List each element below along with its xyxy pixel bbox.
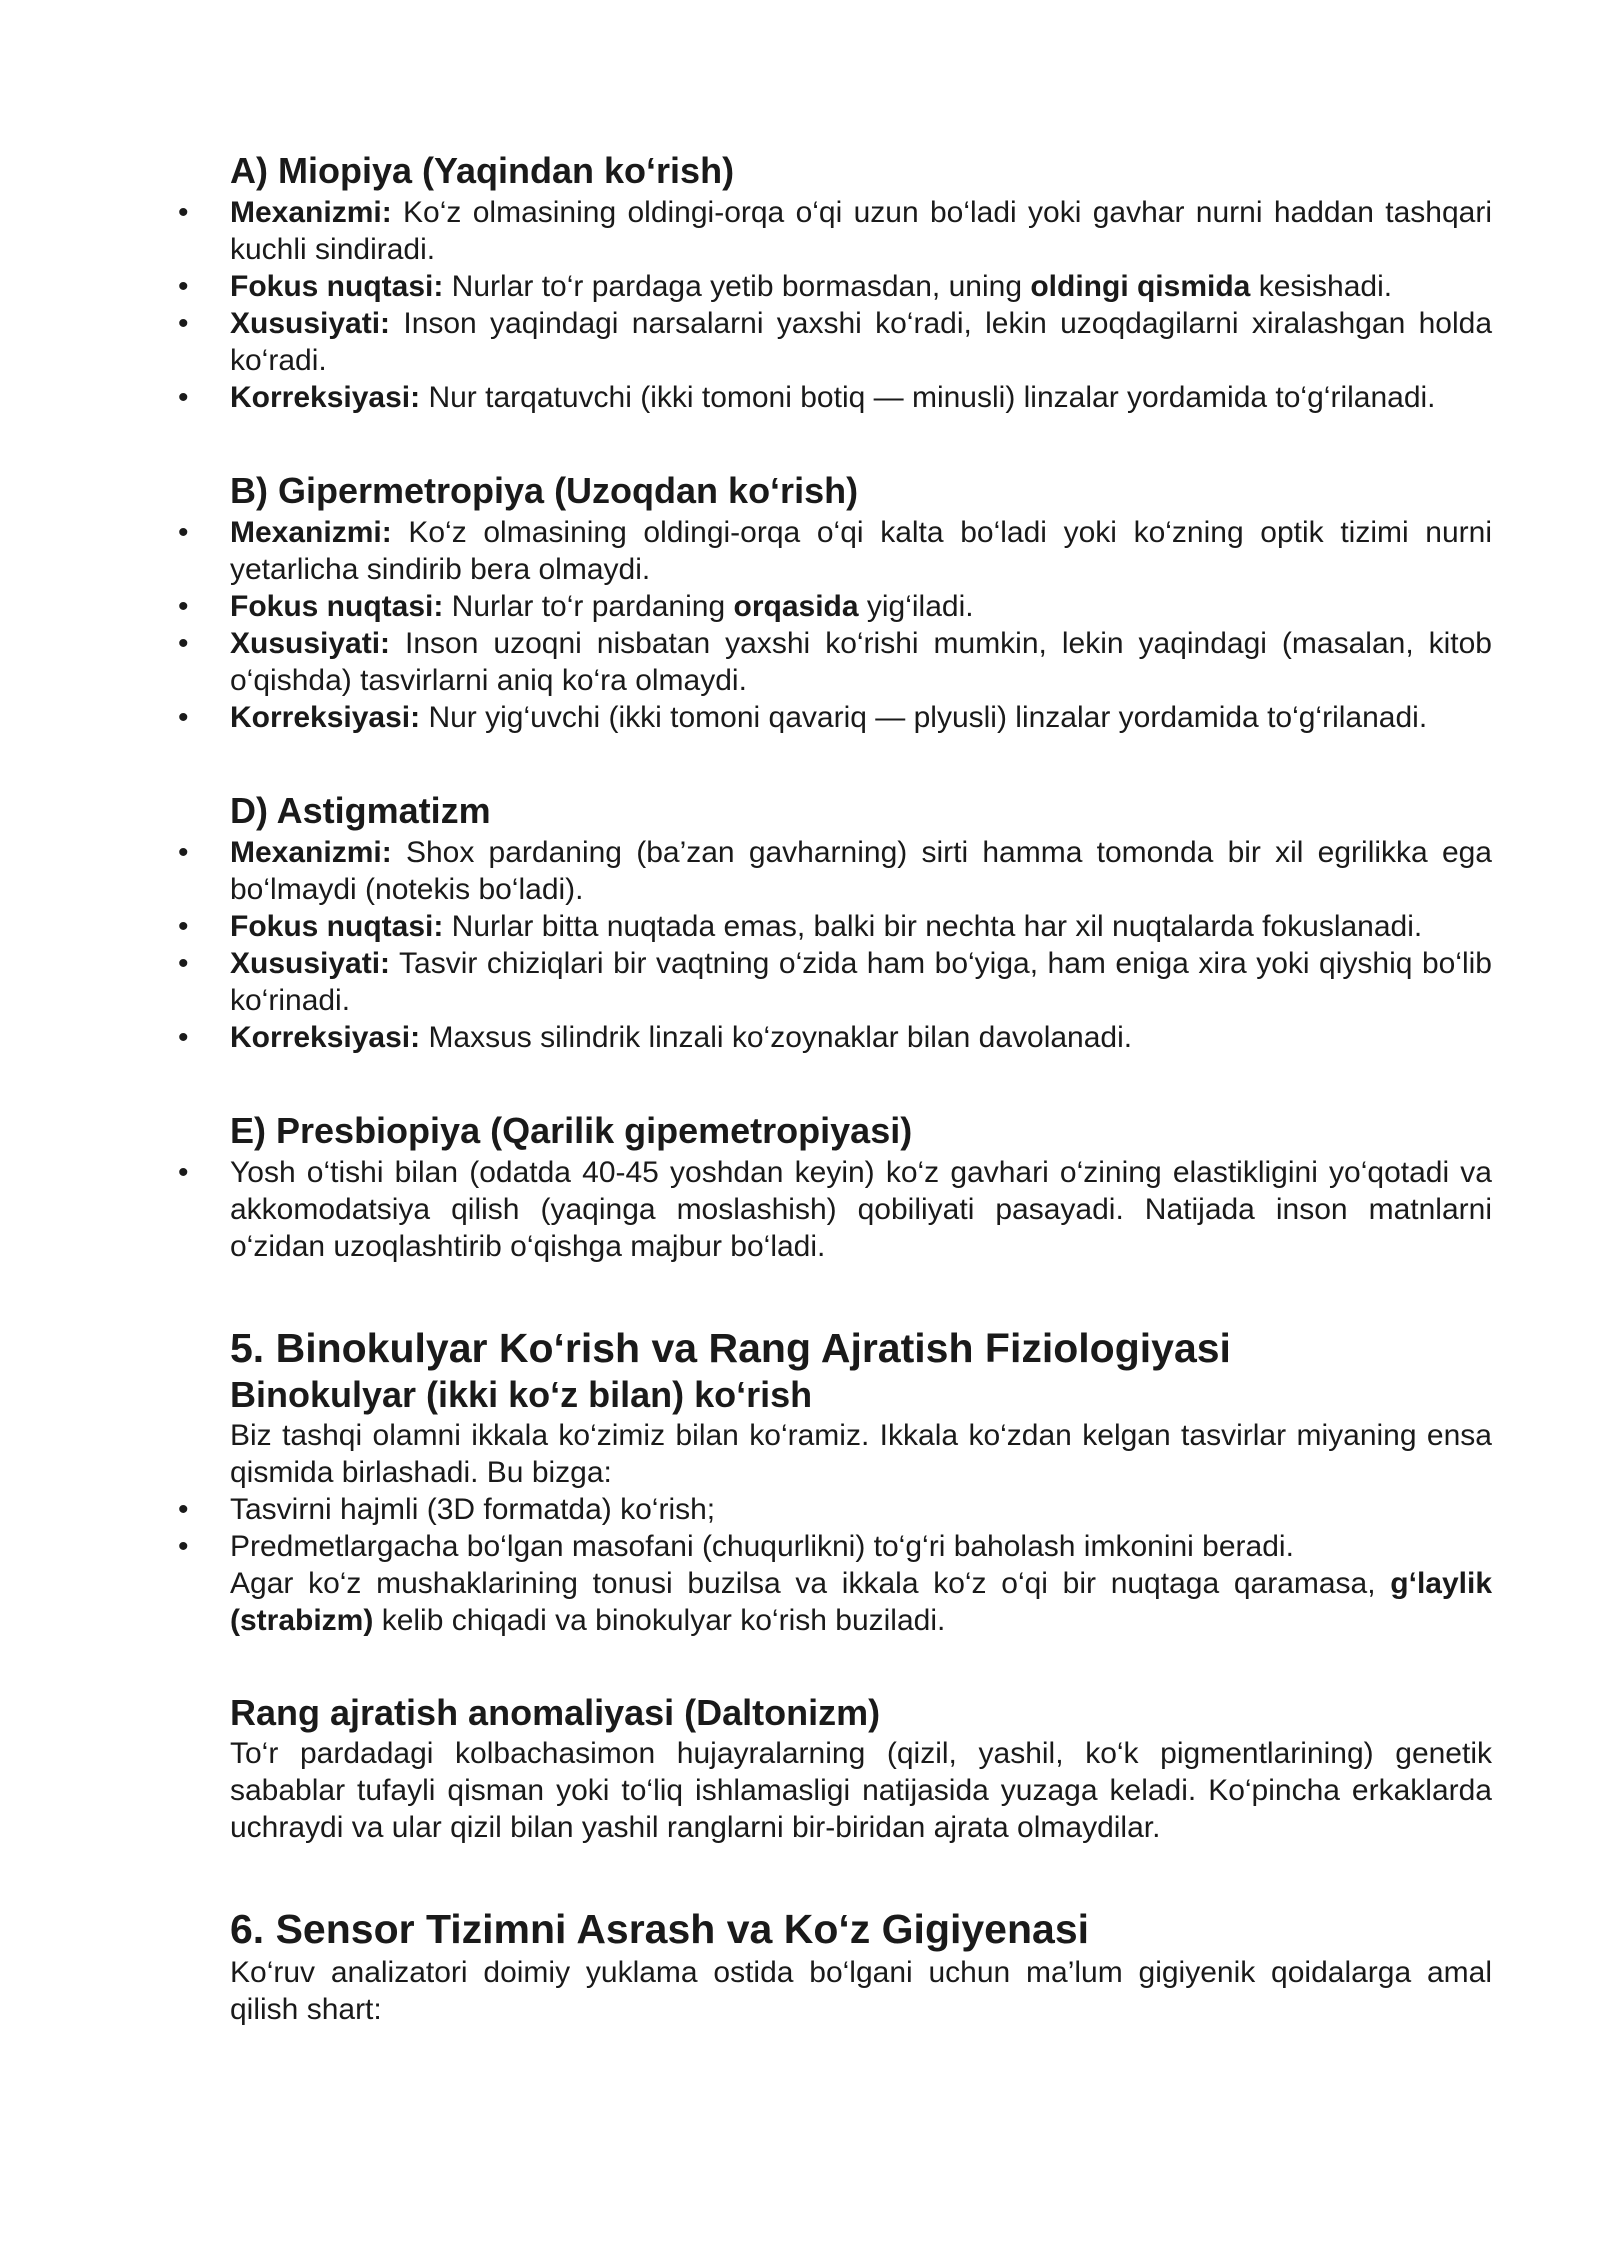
list-presbiopiya	[230, 1154, 1492, 1265]
list-item: • Korreksiyasi: Maxsus silindrik linzali ko‘zoynaklar bilan davolanadi.	[230, 1019, 1492, 1056]
list-item: • Korreksiyasi: Nur tarqatuvchi (ikki tomoni botiq — minusli) linzalar yordamida to‘g‘rilanadi.	[230, 379, 1492, 416]
list-item: • Korreksiyasi: Nur yig‘uvchi (ikki tomoni qavariq — plyusli) linzalar yordamida to‘g‘rilanadi.	[230, 699, 1492, 736]
paragraph-daltonizm: To‘r pardadagi kolbachasimon hujayralarning (qizil, yashil, ko‘k pigmentlarining) genetik sabablar tufayli qisman yoki to‘liq ishlamasligi natijasida yuzaga keladi. Ko‘pincha erkaklarda uchraydi va ular qizil bilan yashil ranglarni bir-biridan ajrata olmaydilar.	[230, 1737, 1492, 1844]
list-gipermetropiya	[230, 514, 1492, 736]
list-item: • Mexanizmi: Ko‘z olmasining oldingi-orqa o‘qi kalta bo‘ladi yoki ko‘zning optik tizimi nurni yetarlicha sindirib bera olmaydi.	[230, 514, 1492, 588]
list-item: • Xususiyati: Inson uzoqni nisbatan yaxshi ko‘rishi mumkin, lekin yaqindagi (masalan, kitob o‘qishda) tasvirlarni aniq ko‘ra olmaydi.	[230, 625, 1492, 699]
heading-miopiya: A) Miopiya (Yaqindan ko‘rish)	[230, 150, 735, 191]
heading-gipermetropiya: B) Gipermetropiya (Uzoqdan ko‘rish)	[230, 470, 859, 511]
list-item: • Xususiyati: Inson yaqindagi narsalarni yaxshi ko‘radi, lekin uzoqdagilarni xiralashgan holda ko‘radi.	[230, 305, 1492, 379]
list-astigmatizm	[230, 834, 1492, 1056]
heading-presbiopiya: E) Presbiopiya (Qarilik gipemetropiyasi)	[230, 1110, 913, 1151]
paragraph-strabizm: Agar ko‘z mushaklarining tonusi buzilsa va ikkala ko‘z o‘qi bir nuqtaga qaramasa, g‘laylik (strabizm) kelib chiqadi va binokulyar ko‘rish buziladi.	[230, 1567, 1492, 1637]
list-binokulyar	[230, 1491, 1492, 1565]
list-item: • Predmetlargacha bo‘lgan masofani (chuqurlikni) to‘g‘ri baholash imkonini beradi.	[230, 1528, 1492, 1565]
list-item: • Fokus nuqtasi: Nurlar to‘r pardaga yetib bormasdan, uning oldingi qismida kesishadi.	[230, 268, 1492, 305]
heading-section-5: 5. Binokulyar Ko‘rish va Rang Ajratish Fiziologiyasi	[230, 1325, 1231, 1371]
list-item: • Fokus nuqtasi: Nurlar bitta nuqtada emas, balki bir nechta har xil nuqtalarda fokuslanadi.	[230, 908, 1492, 945]
paragraph-binokulyar-intro: Biz tashqi olamni ikkala ko‘zimiz bilan ko‘ramiz. Ikkala ko‘zdan kelgan tasvirlar miyaning ensa qismida birlashadi. Bu bizga:	[230, 1419, 1492, 1489]
heading-astigmatizm: D) Astigmatizm	[230, 790, 491, 831]
subheading-binokulyar: Binokulyar (ikki ko‘z bilan) ko‘rish	[230, 1374, 813, 1415]
list-item: • Fokus nuqtasi: Nurlar to‘r pardaning orqasida yig‘iladi.	[230, 588, 1492, 625]
paragraph-gigiyena-intro: Ko‘ruv analizatori doimiy yuklama ostida bo‘lgani uchun ma’lum gigiyenik qoidalarga amal qilish shart:	[230, 1956, 1492, 2026]
list-item: • Mexanizmi: Ko‘z olmasining oldingi-orqa o‘qi uzun bo‘ladi yoki gavhar nurni haddan tashqari kuchli sindiradi.	[230, 194, 1492, 268]
list-item: • Tasvirni hajmli (3D formatda) ko‘rish;	[230, 1491, 1492, 1528]
document-content	[230, 148, 1492, 2028]
list-item: • Mexanizmi: Shox pardaning (ba’zan gavharning) sirti hamma tomonda bir xil egrilikka ega bo‘lmaydi (notekis bo‘ladi).	[230, 834, 1492, 908]
heading-section-6: 6. Sensor Tizimni Asrash va Ko‘z Gigiyenasi	[230, 1906, 1090, 1952]
list-miopiya	[230, 194, 1492, 416]
list-item: • Yosh o‘tishi bilan (odatda 40-45 yoshdan keyin) ko‘z gavhari o‘zining elastikligini yo‘qotadi va akkomodatsiya qilish (yaqinga moslashish) qobiliyati pasayadi. Natijada inson matnlarni o‘zidan uzoqlashtirib o‘qishga majbur bo‘ladi.	[230, 1154, 1492, 1265]
subheading-daltonizm: Rang ajratish anomaliyasi (Daltonizm)	[230, 1692, 881, 1733]
list-item: • Xususiyati: Tasvir chiziqlari bir vaqtning o‘zida ham bo‘yiga, ham eniga xira yoki qiyshiq bo‘lib ko‘rinadi.	[230, 945, 1492, 1019]
